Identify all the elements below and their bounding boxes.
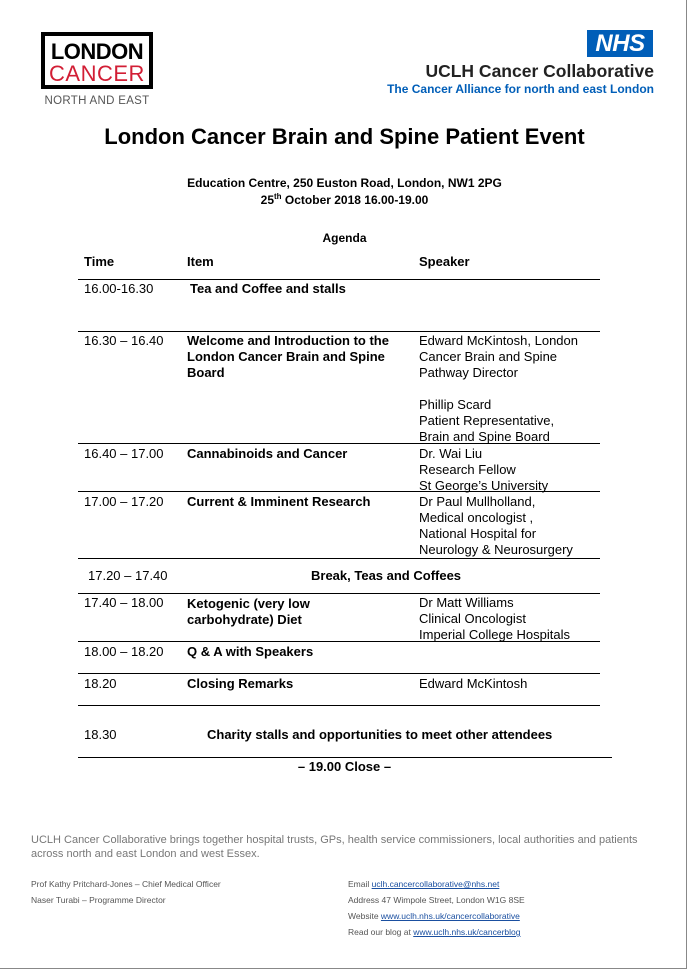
speaker-line xyxy=(419,381,578,397)
row-divider xyxy=(78,279,600,280)
email-link[interactable]: uclh.cancercollaborative@nhs.net xyxy=(371,879,500,889)
row-item xyxy=(187,596,310,628)
london-cancer-logo xyxy=(41,32,153,89)
row-item: Current & Imminent Research xyxy=(187,494,371,509)
row-divider xyxy=(78,673,600,674)
column-header-time: Time xyxy=(84,254,115,269)
row-speaker xyxy=(419,595,570,643)
logo-subtitle: NORTH AND EAST xyxy=(44,95,150,107)
row-item: Tea and Coffee and stalls xyxy=(190,281,346,296)
venue: Education Centre, 250 Euston Road, London, NW1 2PG xyxy=(187,176,502,190)
date-day: 25 xyxy=(260,193,275,207)
speaker-line: Imperial College Hospitals xyxy=(419,627,571,642)
row-item: Closing Remarks xyxy=(187,676,294,691)
speaker-line: Dr. Wai Liu xyxy=(419,446,483,461)
item-line: Ketogenic (very low xyxy=(187,596,310,611)
row-time: 16.00-16.30 xyxy=(84,281,154,296)
row-speaker xyxy=(419,333,578,445)
speaker-line: Edward McKintosh, London xyxy=(419,333,578,348)
org-name: UCLH Cancer Collaborative xyxy=(425,61,654,81)
row-item: Break, Teas and Coffees xyxy=(311,568,462,583)
footer-email xyxy=(348,876,525,892)
close-line: – 19.00 Close – xyxy=(297,759,392,774)
speaker-line: Dr Paul Mullholland, xyxy=(419,494,536,509)
row-speaker xyxy=(419,494,573,558)
row-time: 16.40 – 17.00 xyxy=(84,446,164,461)
blog-label: Read our blog at xyxy=(348,927,414,937)
row-speaker xyxy=(419,446,548,494)
footer-person: Prof Kathy Pritchard-Jones – Chief Medical Officer xyxy=(31,879,221,889)
footer-blog xyxy=(348,924,525,940)
item-line: Board xyxy=(187,365,225,380)
blog-link[interactable]: www.uclh.nhs.uk/cancerblog xyxy=(413,927,521,937)
agenda-label: Agenda xyxy=(322,231,367,245)
website-link[interactable]: www.uclh.nhs.uk/cancercollaborative xyxy=(380,911,520,921)
row-time: 17.20 – 17.40 xyxy=(88,568,168,583)
row-item: Charity stalls and opportunities to meet other attendees xyxy=(207,727,553,742)
date-rest: October 2018 16.00-19.00 xyxy=(281,193,429,207)
row-divider xyxy=(78,705,600,706)
event-date xyxy=(0,192,689,207)
column-header-speaker: Speaker xyxy=(419,254,470,269)
footer-people xyxy=(31,876,221,908)
date-suffix: th xyxy=(274,192,282,201)
row-speaker: Edward McKintosh xyxy=(419,676,528,691)
footer-person: Naser Turabi – Programme Director xyxy=(31,895,166,905)
org-tagline: The Cancer Alliance for north and east London xyxy=(387,82,654,96)
speaker-line: Neurology & Neurosurgery xyxy=(419,542,573,557)
speaker-line: National Hospital for xyxy=(419,526,537,541)
row-item xyxy=(187,333,389,381)
item-line: Welcome and Introduction to the xyxy=(187,333,389,348)
page-title: London Cancer Brain and Spine Patient Event xyxy=(104,124,585,149)
nhs-logo: NHS xyxy=(587,30,653,57)
row-divider xyxy=(78,757,612,758)
email-label: Email xyxy=(348,879,372,889)
logo-line-2: CANCER xyxy=(49,61,145,86)
speaker-line: Research Fellow xyxy=(419,462,516,477)
row-item: Cannabinoids and Cancer xyxy=(187,446,348,461)
speaker-line: Pathway Director xyxy=(419,365,518,380)
speaker-line: St George’s University xyxy=(419,478,549,493)
row-time: 18.30 xyxy=(84,727,117,742)
row-time: 17.00 – 17.20 xyxy=(84,494,164,509)
item-line: carbohydrate) Diet xyxy=(187,612,302,627)
row-time: 18.20 xyxy=(84,676,117,691)
speaker-line: Cancer Brain and Spine xyxy=(419,349,558,364)
row-item: Q & A with Speakers xyxy=(187,644,314,659)
footer-website xyxy=(348,908,525,924)
row-time: 16.30 – 16.40 xyxy=(84,333,164,348)
item-line: London Cancer Brain and Spine xyxy=(187,349,385,364)
row-time: 18.00 – 18.20 xyxy=(84,644,164,659)
speaker-line: Brain and Spine Board xyxy=(419,429,550,444)
speaker-line: Dr Matt Williams xyxy=(419,595,514,610)
row-divider xyxy=(78,558,600,559)
speaker-line: Patient Representative, xyxy=(419,413,555,428)
column-header-item: Item xyxy=(187,254,214,269)
website-label: Website xyxy=(348,911,381,921)
footer-intro: UCLH Cancer Collaborative brings together hospital trusts, GPs, health service commissioners, local authorities and patients across north and east London and west Essex. xyxy=(31,834,638,860)
row-divider xyxy=(78,331,600,332)
footer-address: Address 47 Wimpole Street, London W1G 8SE xyxy=(348,895,525,905)
logo-line-1: LONDON xyxy=(50,39,144,64)
speaker-line: Medical oncologist , xyxy=(419,510,534,525)
footer-contacts xyxy=(348,876,525,940)
speaker-line: Phillip Scard xyxy=(419,397,492,412)
row-time: 17.40 – 18.00 xyxy=(84,595,164,610)
row-divider xyxy=(78,593,600,594)
speaker-line: Clinical Oncologist xyxy=(419,611,526,626)
